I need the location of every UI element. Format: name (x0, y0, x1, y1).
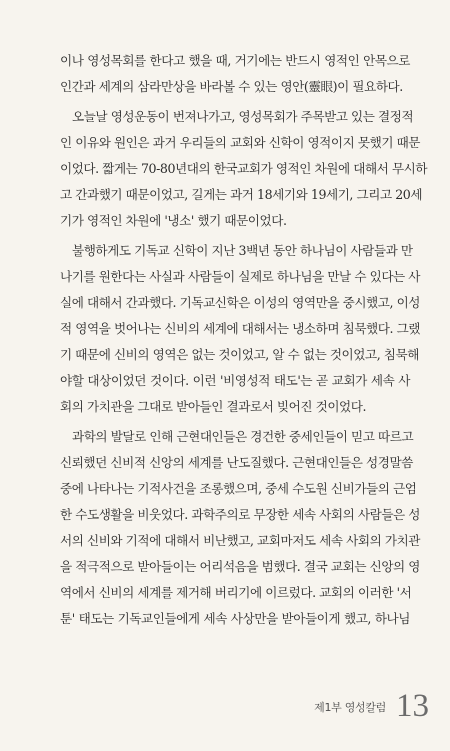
section-label: 제1부 영성칼럼 (314, 701, 386, 714)
text-line: 기 때문에 신비의 영역은 없는 것이었고, 알 수 없는 것이었고, 침묵해 (60, 347, 419, 362)
text-line: 이었다. 짧게는 70-80년대의 한국교회가 영적인 차원에 대해서 무시하 (60, 161, 428, 176)
text-line: 서의 신비와 기적에 대해서 비난했고, 교회마저도 세속 사회의 가치관 (60, 533, 421, 548)
text-line: 역에서 신비의 세계를 제거해 버리기에 이르렀다. 교회의 이러한 '서 (60, 585, 412, 600)
text-line: 툰' 태도는 기독교인들에게 세속 사상만을 받아들이게 했고, 하나님 (60, 611, 410, 626)
text-line: 중에 나타나는 기적사건을 조롱했으며, 중세 수도원 신비가들의 근엄 (60, 481, 417, 496)
text-line: 고 간과했기 때문이었고, 길게는 과거 18세기와 19세기, 그리고 20세 (60, 187, 423, 202)
page-footer (314, 690, 429, 723)
text-line: 야할 대상이었던 것이다. 이런 '비영성적 태도'는 곧 교회가 세속 사 (60, 373, 410, 388)
text-line: 불행하게도 기독교 신학이 지난 3백년 동안 하나님이 사람들과 만 (72, 243, 413, 258)
text-line: 오늘날 영성운동이 번져나가고, 영성목회가 주목받고 있는 결정적 (72, 109, 414, 124)
text-line: 을 적극적으로 받아들이는 어리석음을 범했다. 결국 교회는 신앙의 영 (60, 559, 421, 574)
text-line: 나기를 원한다는 사실과 사람들이 실제로 하나님을 만날 수 있다는 사 (60, 269, 421, 284)
text-line: 인간과 세계의 삼라만상을 바라볼 수 있는 영안(靈眼)이 필요하다. (60, 79, 403, 94)
text-line: 인 이유와 원인은 과거 우리들의 교회와 신학이 영적이지 못했기 때문 (60, 135, 421, 150)
text-line: 한 수도생활을 비웃었다. 과학주의로 무장한 세속 사회의 사람들은 성 (60, 507, 421, 522)
text-line: 이나 영성목회를 한다고 했을 때, 거기에는 반드시 영적인 안목으로 (60, 53, 410, 68)
page-number: 13 (396, 688, 429, 724)
text-line: 적 영역을 벗어나는 신비의 세계에 대해서는 냉소하며 침묵했다. 그랬 (60, 321, 421, 336)
text-line: 신뢰했던 신비적 신앙의 세계를 난도질했다. 근현대인들은 성경말씀 (60, 455, 413, 470)
text-line: 회의 가치관을 그대로 받아들인 결과로서 빚어진 것이었다. (60, 399, 367, 414)
body-text (60, 48, 428, 632)
text-line: 기가 영적인 차원에 '냉소' 했기 때문이었다. (60, 213, 287, 228)
text-line: 과학의 발달로 인해 근현대인들은 경건한 중세인들이 믿고 따르고 (72, 429, 414, 444)
text-line: 실에 대해서 간과했다. 기독교신학은 이성의 영역만을 중시했고, 이성 (60, 295, 421, 310)
